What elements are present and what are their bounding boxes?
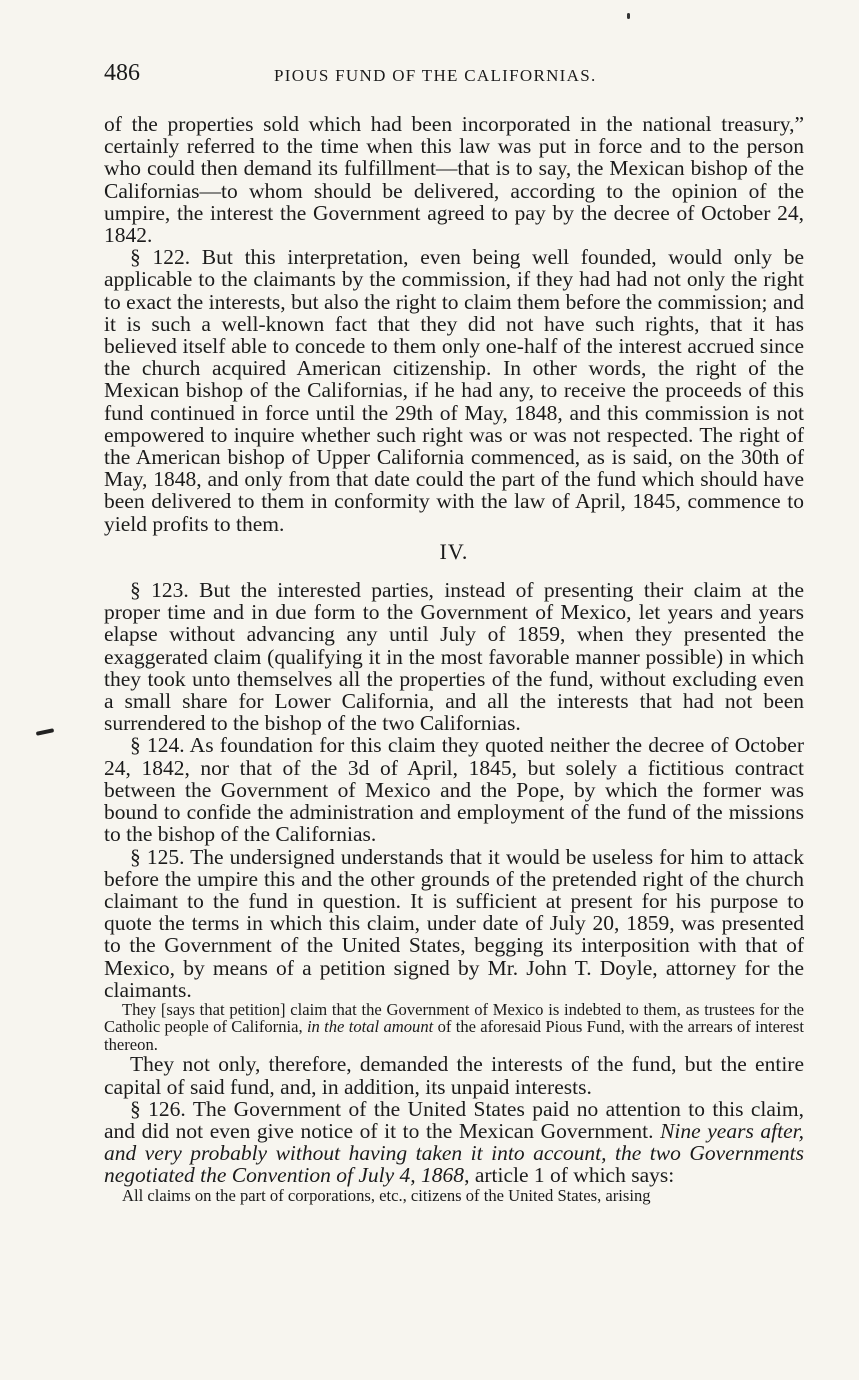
paragraph-text: , article 1 of which says: [464,1163,675,1188]
paragraph-124: § 124. As foundation for this claim they quoted neither the decree of October 24, 1842, nor that of the 3d of April, 1845, but solely a fictitious contract between the Government of Mexico and the Pope, by which the former was bound to confide the administration and employment of the fund of the missions to the bishop of the Californias. [104,733,804,847]
paragraph-126 [104,1098,804,1187]
paragraph-123: § 123. But the interested parties, instead of presenting their claim at the proper time and in due form to the Government of Mexico, let years and years elapse without advancing any until July of 1859, when they presented the exaggerated claim (qualifying it in the most favorable manner possible) in which they took unto themselves all the properties of the fund, without excluding even a small share for Lower California, and all the interests that had not been surrendered to the bishop of the two Californias. [104,578,804,736]
margin-mark [36,728,54,736]
paragraph-125: § 125. The undersigned understands that it would be useless for him to attack before the umpire this and the other grounds of the pretended right of the church claimant to the fund in question. It is sufficient at present for his purpose to quote the terms in which this claim, under date of July 20, 1859, was presented to the Government of the United States, begging its interposition with that of Mexico, by means of a petition signed by Mr. John T. Doyle, attorney for the claimants. [104,844,804,1002]
block-quote-convention: All claims on the part of corporations, etc., citizens of the United States, arising [122,1185,651,1205]
running-title: PIOUS FUND OF THE CALIFORNIAS. [274,66,597,85]
paragraph-continuation: of the properties sold which had been incorporated in the national treasury,” certainly referred to the time when this law was put in force and to the person who could then demand its fulfillment—that is to say, the Mexican bishop of the Californias—to whom should be delivered, according to the opinion of the umpire, the interest the Government agreed to pay by the decree of October 24, 1842. [104,112,804,248]
page-number: 486 [104,60,140,86]
quote-text: of the aforesaid Pious Fund, with the arrears of interest thereon. [104,1017,804,1054]
page-header [104,60,804,94]
block-quote-petition [104,1001,804,1054]
quote-emphasis: in the total amount [306,1017,434,1037]
paragraph-122: § 122. But this interpretation, even being well founded, would only be applicable to the claimants by the commission, if they had had not only the right to exact the interests, but also the right to claim them before the commission; and it is such a well-known fact that they did not have such rights, that it has believed itself able to concede to them only one-half of the interest accrued since the church acquired American citizenship. In other words, the right of the Mexican bishop of the Californias, if he had any, to receive the proceeds of this fund continued in force until the 29th of May, 1848, and this commission is not empowered to inquire whether such right was or was not respected. The right of the American bishop of Upper California commenced, as is said, on the 30th of May, 1848, and only from that date could the part of the fund which should have been delivered to them in conformity with the law of April, 1845, commence to yield profits to them. [104,245,804,536]
paragraph-emphasis: Nine years after, and very probably without having taken it into account, the two Governments negotiated the Convention of July 4, 1868 [104,1119,805,1188]
section-heading: IV. [439,538,469,564]
body-text [104,113,804,1205]
paragraph-unnumbered: They not only, therefore, demanded the interests of the fund, but the entire capital of said fund, and, in addition, its unpaid interests. [104,1052,804,1099]
quote-text: They [says that petition] claim that the Government of Mexico is indebted to them, as trustees for the Catholic people of California, [104,999,804,1037]
paragraph-text: § 126. The Government of the United States paid no attention to this claim, and did not even give notice of it to the Mexican Government. [104,1096,804,1144]
ink-speck [627,13,630,19]
